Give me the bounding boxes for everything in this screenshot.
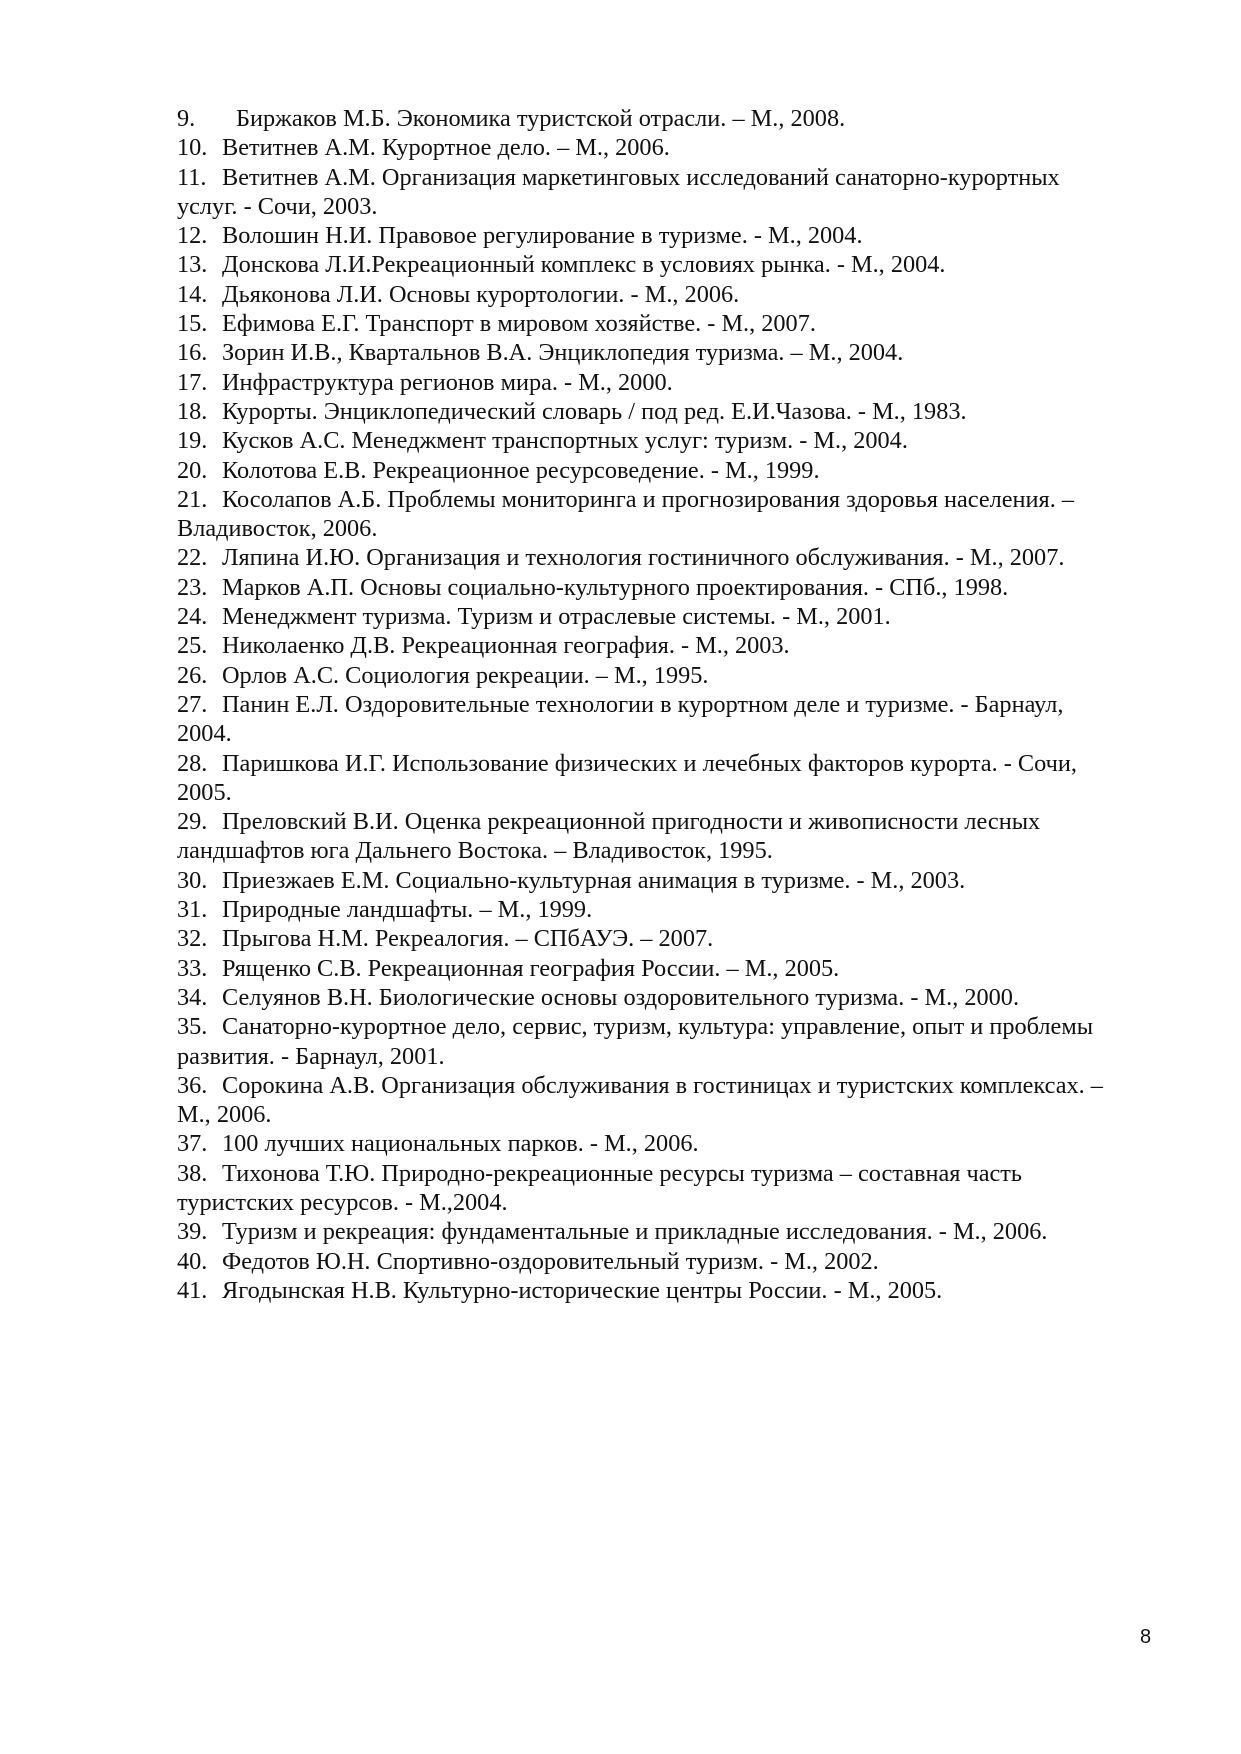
- list-item: [177, 368, 1177, 397]
- list-item: [177, 1159, 1177, 1188]
- item-number: 18.: [177, 397, 208, 425]
- list-item: [177, 924, 1177, 953]
- item-number: 30.: [177, 866, 208, 894]
- item-number: 40.: [177, 1247, 208, 1275]
- list-item-continuation: ландшафтов юга Дальнего Востока. – Владивосток, 1995.: [177, 837, 773, 865]
- item-text: Колотова Е.В. Рекреационное ресурсоведение. - М., 1999.: [222, 456, 820, 484]
- item-number: 35.: [177, 1013, 208, 1041]
- item-number: 32.: [177, 925, 208, 953]
- item-text: Марков А.П. Основы социально-культурного проектирования. - СПб., 1998.: [222, 573, 1009, 601]
- item-text: Зорин И.В., Квартальнов В.А. Энциклопедия туризма. – М., 2004.: [222, 339, 904, 367]
- item-text: Ветитнев А.М. Организация маркетинговых исследований санаторно-курортных: [222, 163, 1060, 191]
- item-number: 31.: [177, 896, 208, 924]
- item-number: 28.: [177, 749, 208, 777]
- item-text: Тихонова Т.Ю. Природно-рекреационные ресурсы туризма – составная часть: [222, 1159, 1023, 1187]
- item-number: 24.: [177, 603, 208, 631]
- item-text: Санаторно-курортное дело, сервис, туризм, культура: управление, опыт и проблемы: [222, 1013, 1094, 1041]
- list-item: [177, 250, 1177, 279]
- item-number: 19.: [177, 427, 208, 455]
- item-text: Биржаков М.Б. Экономика туристской отрасли. – М., 2008.: [236, 105, 846, 132]
- item-text: Селуянов В.Н. Биологические основы оздоровительного туризма. - М., 2000.: [222, 983, 1020, 1011]
- item-text: Ветитнев А.М. Курортное дело. – М., 2006.: [222, 134, 670, 162]
- list-item-continuation: 2004.: [177, 720, 232, 748]
- item-text: Курорты. Энциклопедический словарь / под ред. Е.И.Чазова. - М., 1983.: [222, 397, 967, 425]
- list-item: [177, 309, 1177, 338]
- item-number: 41.: [177, 1276, 208, 1304]
- item-number: 23.: [177, 573, 208, 601]
- item-number: 21.: [177, 485, 208, 513]
- item-number: 16.: [177, 339, 208, 367]
- item-text: 100 лучших национальных парков. - М., 2006.: [222, 1130, 699, 1158]
- item-number: 10.: [177, 134, 208, 162]
- list-item-continuation: развития. - Барнаул, 2001.: [177, 1042, 445, 1070]
- item-number: 13.: [177, 251, 208, 279]
- list-item: [177, 983, 1177, 1012]
- list-item: [177, 631, 1177, 660]
- list-item-continuation: туристских ресурсов. - М.,2004.: [177, 1188, 508, 1216]
- item-text: Кусков А.С. Менеджмент транспортных услуг: туризм. - М., 2004.: [222, 427, 908, 455]
- item-number: 9.: [177, 105, 196, 132]
- item-number: 33.: [177, 954, 208, 982]
- list-item: [177, 1071, 1177, 1100]
- item-text: Туризм и рекреация: фундаментальные и прикладные исследования. - М., 2006.: [222, 1218, 1048, 1246]
- item-text: Косолапов А.Б. Проблемы мониторинга и прогнозирования здоровья населения. –: [222, 485, 1074, 513]
- list-item: [177, 338, 1177, 367]
- list-item-continuation: М., 2006.: [177, 1101, 272, 1129]
- item-number: 11.: [177, 163, 207, 191]
- item-text: Ягодынская Н.В. Культурно-исторические центры России. - М., 2005.: [222, 1276, 943, 1304]
- list-item: [177, 954, 1177, 983]
- list-item-continuation: услуг. - Сочи, 2003.: [177, 192, 378, 220]
- list-item: [177, 807, 1177, 836]
- item-text: Преловский В.И. Оценка рекреационной пригодности и живописности лесных: [222, 808, 1041, 836]
- list-item: [177, 280, 1177, 309]
- item-number: 39.: [177, 1218, 208, 1246]
- item-text: Природные ландшафты. – М., 1999.: [222, 896, 593, 924]
- item-text: Менеджмент туризма. Туризм и отраслевые системы. - М., 2001.: [222, 603, 891, 631]
- list-item: [177, 163, 1177, 192]
- list-item: [177, 661, 1177, 690]
- item-text: Волошин Н.И. Правовое регулирование в туризме. - М., 2004.: [222, 222, 863, 250]
- item-text: Донскова Л.И.Рекреационный комплекс в условиях рынка. - М., 2004.: [222, 251, 946, 279]
- item-text: Ефимова Е.Г. Транспорт в мировом хозяйстве. - М., 2007.: [222, 310, 816, 338]
- item-text: Дьяконова Л.И. Основы курортологии. - М., 2006.: [222, 280, 740, 308]
- list-item: [177, 485, 1177, 514]
- item-number: 27.: [177, 690, 208, 718]
- item-text: Панин Е.Л. Оздоровительные технологии в курортном деле и туризме. - Барнаул,: [222, 690, 1064, 718]
- list-item: [177, 1129, 1177, 1158]
- item-number: 20.: [177, 456, 208, 484]
- item-number: 15.: [177, 310, 208, 338]
- item-text: Николаенко Д.В. Рекреационная география. - М., 2003.: [222, 632, 790, 660]
- page-number: 8: [1140, 1626, 1152, 1648]
- item-number: 34.: [177, 983, 208, 1011]
- item-number: 36.: [177, 1071, 208, 1099]
- list-item: [177, 104, 1177, 133]
- item-number: 26.: [177, 661, 208, 689]
- item-text: Приезжаев Е.М. Социально-культурная анимация в туризме. - М., 2003.: [222, 866, 966, 894]
- item-text: Орлов А.С. Социология рекреации. – М., 1995.: [222, 661, 709, 689]
- item-number: 37.: [177, 1130, 208, 1158]
- item-number: 12.: [177, 222, 208, 250]
- item-text: Ляпина И.Ю. Организация и технология гостиничного обслуживания. - М., 2007.: [222, 544, 1065, 572]
- item-number: 25.: [177, 632, 208, 660]
- list-item: [177, 426, 1177, 455]
- list-item: [177, 895, 1177, 924]
- list-item: [177, 543, 1177, 572]
- list-item: [177, 690, 1177, 719]
- list-item: [177, 602, 1177, 631]
- item-text: Инфраструктура регионов мира. - М., 2000.: [222, 368, 673, 396]
- list-item: [177, 1247, 1177, 1276]
- list-item-continuation: 2005.: [177, 778, 232, 806]
- list-item: [177, 1217, 1177, 1246]
- list-item: [177, 1012, 1177, 1041]
- item-number: 22.: [177, 544, 208, 572]
- item-text: Сорокина А.В. Организация обслуживания в гостиницах и туристских комплексах. –: [222, 1071, 1103, 1099]
- list-item: [177, 456, 1177, 485]
- list-item: [177, 866, 1177, 895]
- item-number: 38.: [177, 1159, 208, 1187]
- item-text: Рященко С.В. Рекреационная география России. – М., 2005.: [222, 954, 840, 982]
- list-item: [177, 1276, 1177, 1305]
- list-item-continuation: Владивосток, 2006.: [177, 515, 378, 543]
- item-text: Прыгова Н.М. Рекреалогия. – СПбАУЭ. – 2007.: [222, 925, 714, 953]
- bibliography-list: [177, 104, 1177, 1305]
- item-number: 17.: [177, 368, 208, 396]
- item-number: 29.: [177, 808, 208, 836]
- item-number: 14.: [177, 280, 208, 308]
- list-item: [177, 221, 1177, 250]
- list-item: [177, 397, 1177, 426]
- list-item: [177, 133, 1177, 162]
- item-text: Паришкова И.Г. Использование физических и лечебных факторов курорта. - Сочи,: [222, 749, 1077, 777]
- list-item: [177, 749, 1177, 778]
- item-text: Федотов Ю.Н. Спортивно-оздоровительный туризм. - М., 2002.: [222, 1247, 879, 1275]
- list-item: [177, 573, 1177, 602]
